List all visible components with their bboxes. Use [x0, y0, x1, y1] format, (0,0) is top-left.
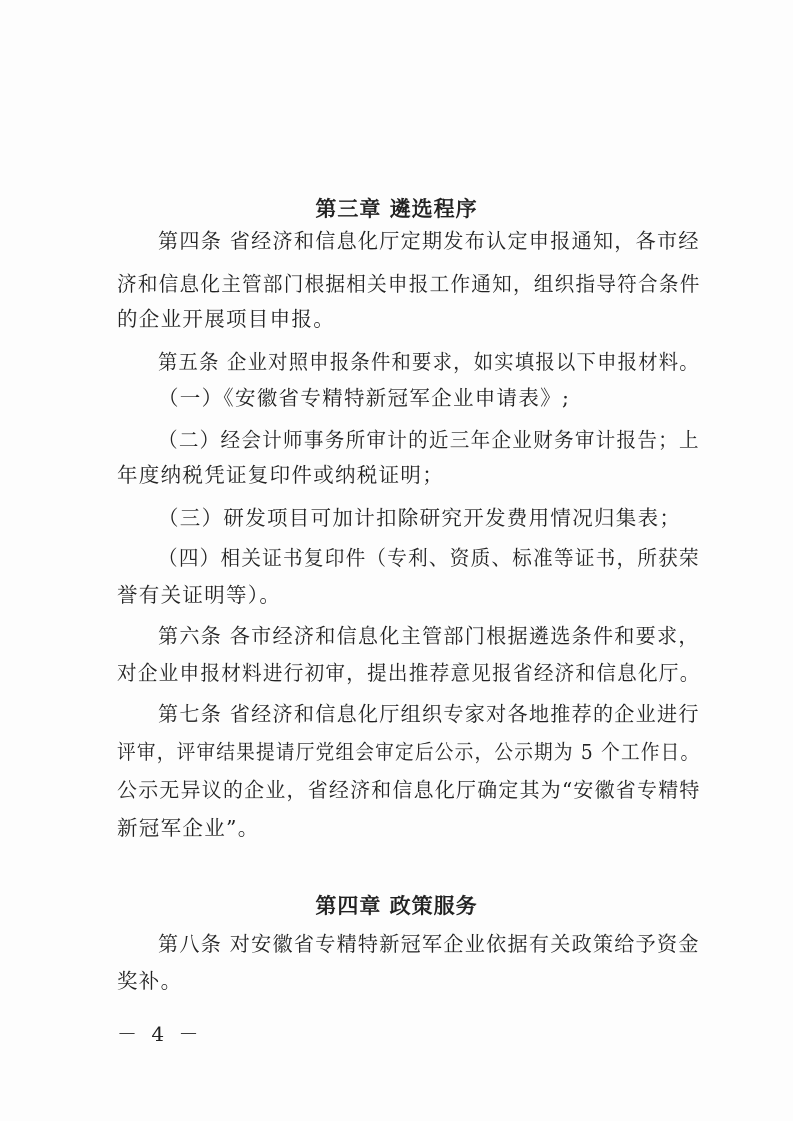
article-7-line-3: 公示无异议的企业，省经济和信息化厅确定其为“安徽省专精特 [117, 778, 701, 802]
article-5-item-3: （三）研发项目可加计扣除研究开发费用情况归集表； [158, 506, 682, 530]
article-8-line-1: 第八条 对安徽省专精特新冠军企业依据有关政策给予资金 [158, 932, 700, 956]
article-7-line-1: 第七条 省经济和信息化厅组织专家对各地推荐的企业进行 [158, 702, 700, 726]
chapter-3-heading: 第三章 遴选程序 [315, 197, 478, 221]
article-5-item-1: （一）《安徽省专精特新冠军企业申请表》; [158, 386, 571, 410]
article-7-line-2: 评审，评审结果提请厅党组会审定后公示，公示期为 5 个工作日。 [117, 740, 701, 764]
article-4-line-1: 第四条 省经济和信息化厅定期发布认定申报通知，各市经 [158, 229, 700, 253]
article-6-line-2: 对企业申报材料进行初审，提出推荐意见报省经济和信息化厅。 [117, 661, 701, 685]
article-6-line-1: 第六条 各市经济和信息化主管部门根据遴选条件和要求， [158, 624, 700, 648]
article-5-item-4-cont: 誉有关证明等）。 [117, 583, 282, 607]
article-4-line-3: 的企业开展项目申报。 [117, 307, 335, 331]
article-4-line-2: 济和信息化主管部门根据相关申报工作通知，组织指导符合条件 [117, 272, 701, 296]
article-5-item-4: （四）相关证书复印件（专利、资质、标准等证书，所获荣 [158, 546, 700, 570]
article-5-item-2: （二）经会计师事务所审计的近三年企业财务审计报告；上 [158, 428, 700, 452]
article-8-line-2: 奖补。 [117, 969, 183, 993]
article-7-line-4: 新冠军企业”。 [117, 816, 260, 840]
article-5-item-2-cont: 年度纳税凭证复印件或纳税证明； [117, 463, 444, 487]
chapter-4-heading: 第四章 政策服务 [315, 894, 478, 918]
page-number: － 4 － [117, 1022, 203, 1046]
article-5-line-1: 第五条 企业对照申报条件和要求，如实填报以下申报材料。 [158, 350, 700, 374]
